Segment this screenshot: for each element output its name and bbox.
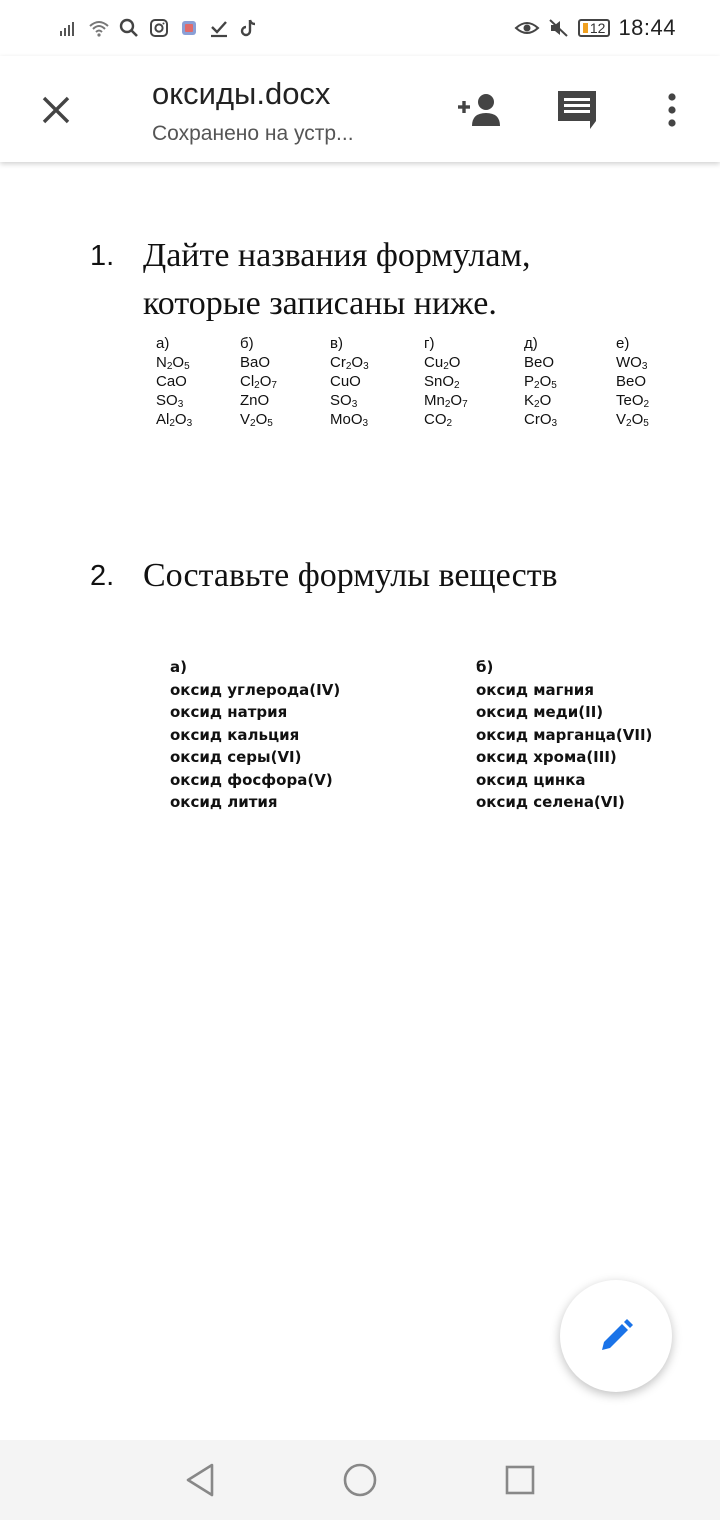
tiktok-icon (238, 17, 260, 39)
formula-column (330, 334, 424, 429)
names-column-a (170, 656, 476, 814)
system-nav-bar (0, 1440, 720, 1520)
substance-name: оксид фосфора(V) (170, 770, 333, 789)
formula: MoO$_3$ (330, 411, 369, 429)
back-button[interactable] (178, 1458, 222, 1502)
formula: $P_2O_5$ (524, 373, 557, 391)
substance-name: оксид марганца(VII) (476, 725, 653, 744)
comment-icon (556, 89, 598, 131)
substance-name: оксид натрия (170, 703, 288, 721)
formula: $Cu_2O$ (424, 354, 461, 372)
substance-name: оксид лития (170, 793, 278, 811)
eye-icon (514, 17, 540, 39)
names-column-label: б) (476, 658, 494, 676)
task-2 (90, 552, 690, 602)
add-person-icon (456, 92, 504, 128)
formula: $Cr_2O_3$ (330, 354, 369, 372)
edit-pencil-icon (596, 1316, 636, 1356)
substance-name: оксид селена(VI) (476, 793, 625, 811)
substance-name: оксид магния (476, 680, 594, 699)
formula: SnO$_2$ (424, 373, 460, 391)
edit-fab-button[interactable] (560, 1280, 672, 1392)
formula: $SO_3$ (156, 392, 184, 410)
formula: BeO (616, 373, 647, 390)
formula-column (524, 334, 616, 429)
task-1 (90, 232, 690, 332)
status-bar (0, 0, 720, 56)
signal-icon (58, 17, 80, 39)
formula: CuO (330, 373, 361, 390)
instagram-icon (148, 17, 170, 39)
document-body[interactable] (0, 162, 720, 1440)
names-column-b (476, 656, 652, 814)
clock: 18:44 (618, 15, 676, 40)
status-icons-left (58, 17, 260, 39)
substance-name: оксид цинка (476, 770, 586, 789)
formula: $V_2O_5$ (616, 411, 649, 429)
back-icon (184, 1462, 216, 1498)
formula-column (240, 334, 330, 429)
home-icon (342, 1462, 378, 1498)
formula-column-label: е) (616, 335, 630, 352)
task-2-text: Составьте формулы веществ (143, 557, 558, 594)
formula-table (156, 334, 676, 429)
formula: $CO_2$ (424, 411, 453, 429)
formula: BeO (524, 354, 555, 371)
search-icon (118, 17, 140, 39)
substance-name: оксид хрома(III) (476, 748, 617, 766)
formula-column-label: д) (524, 335, 538, 352)
formula: $WO_3$ (616, 354, 648, 372)
close-button[interactable] (36, 90, 76, 130)
formula: ZnO (240, 392, 270, 409)
close-icon (40, 94, 72, 126)
home-button[interactable] (338, 1458, 382, 1502)
battery-level: 12 (589, 20, 606, 36)
names-table (170, 656, 670, 814)
formula-column-label: а) (156, 335, 170, 352)
document-title: оксиды.docx (152, 76, 331, 111)
recents-icon (504, 1464, 536, 1496)
formula-column (156, 334, 240, 429)
formula: TeO$_2$ (616, 392, 650, 410)
formula-column-label: б) (240, 335, 254, 352)
formula-column-label: г) (424, 335, 435, 352)
formula: $Cl_2O_7$ (240, 373, 277, 391)
substance-name: оксид углерода(IV) (170, 680, 341, 699)
download-check-icon (208, 17, 230, 39)
formula: $N_2O_5$ (156, 354, 190, 372)
task-1-text (143, 232, 663, 328)
formula-column (424, 334, 524, 429)
save-status: Сохранено на устр... (152, 122, 354, 145)
share-button[interactable] (452, 86, 508, 134)
app-bar (0, 56, 720, 162)
substance-name: оксид серы(VI) (170, 748, 302, 766)
wifi-icon (88, 17, 110, 39)
formula-column-label: в) (330, 335, 343, 352)
formula: BaO (240, 354, 271, 371)
formula: $Al_2O_3$ (156, 411, 193, 429)
formula: CaO (156, 373, 187, 390)
comments-button[interactable] (552, 86, 602, 134)
substance-name: оксид меди(II) (476, 703, 604, 721)
more-vert-icon (667, 92, 677, 128)
more-options-button[interactable] (656, 86, 688, 134)
task-1-number: 1. (90, 240, 115, 272)
status-icons-right (514, 15, 676, 41)
app-icon (178, 17, 200, 39)
formula: $V_2O_5$ (240, 411, 273, 429)
task-1-line-1: Дайте названия формулам, (143, 237, 531, 274)
names-column-label: а) (170, 658, 187, 676)
formula: CrO$_3$ (524, 411, 558, 429)
substance-name: оксид кальция (170, 725, 300, 744)
formula-column (616, 334, 676, 429)
task-1-line-2: которые записаны ниже. (143, 285, 497, 322)
formula: $SO_3$ (330, 392, 358, 410)
formula: $K_2O$ (524, 392, 552, 410)
task-2-number: 2. (90, 560, 115, 592)
formula: $Mn_2O_7$ (424, 392, 468, 410)
mute-icon (548, 17, 570, 39)
battery-icon (578, 19, 611, 37)
recents-button[interactable] (498, 1458, 542, 1502)
